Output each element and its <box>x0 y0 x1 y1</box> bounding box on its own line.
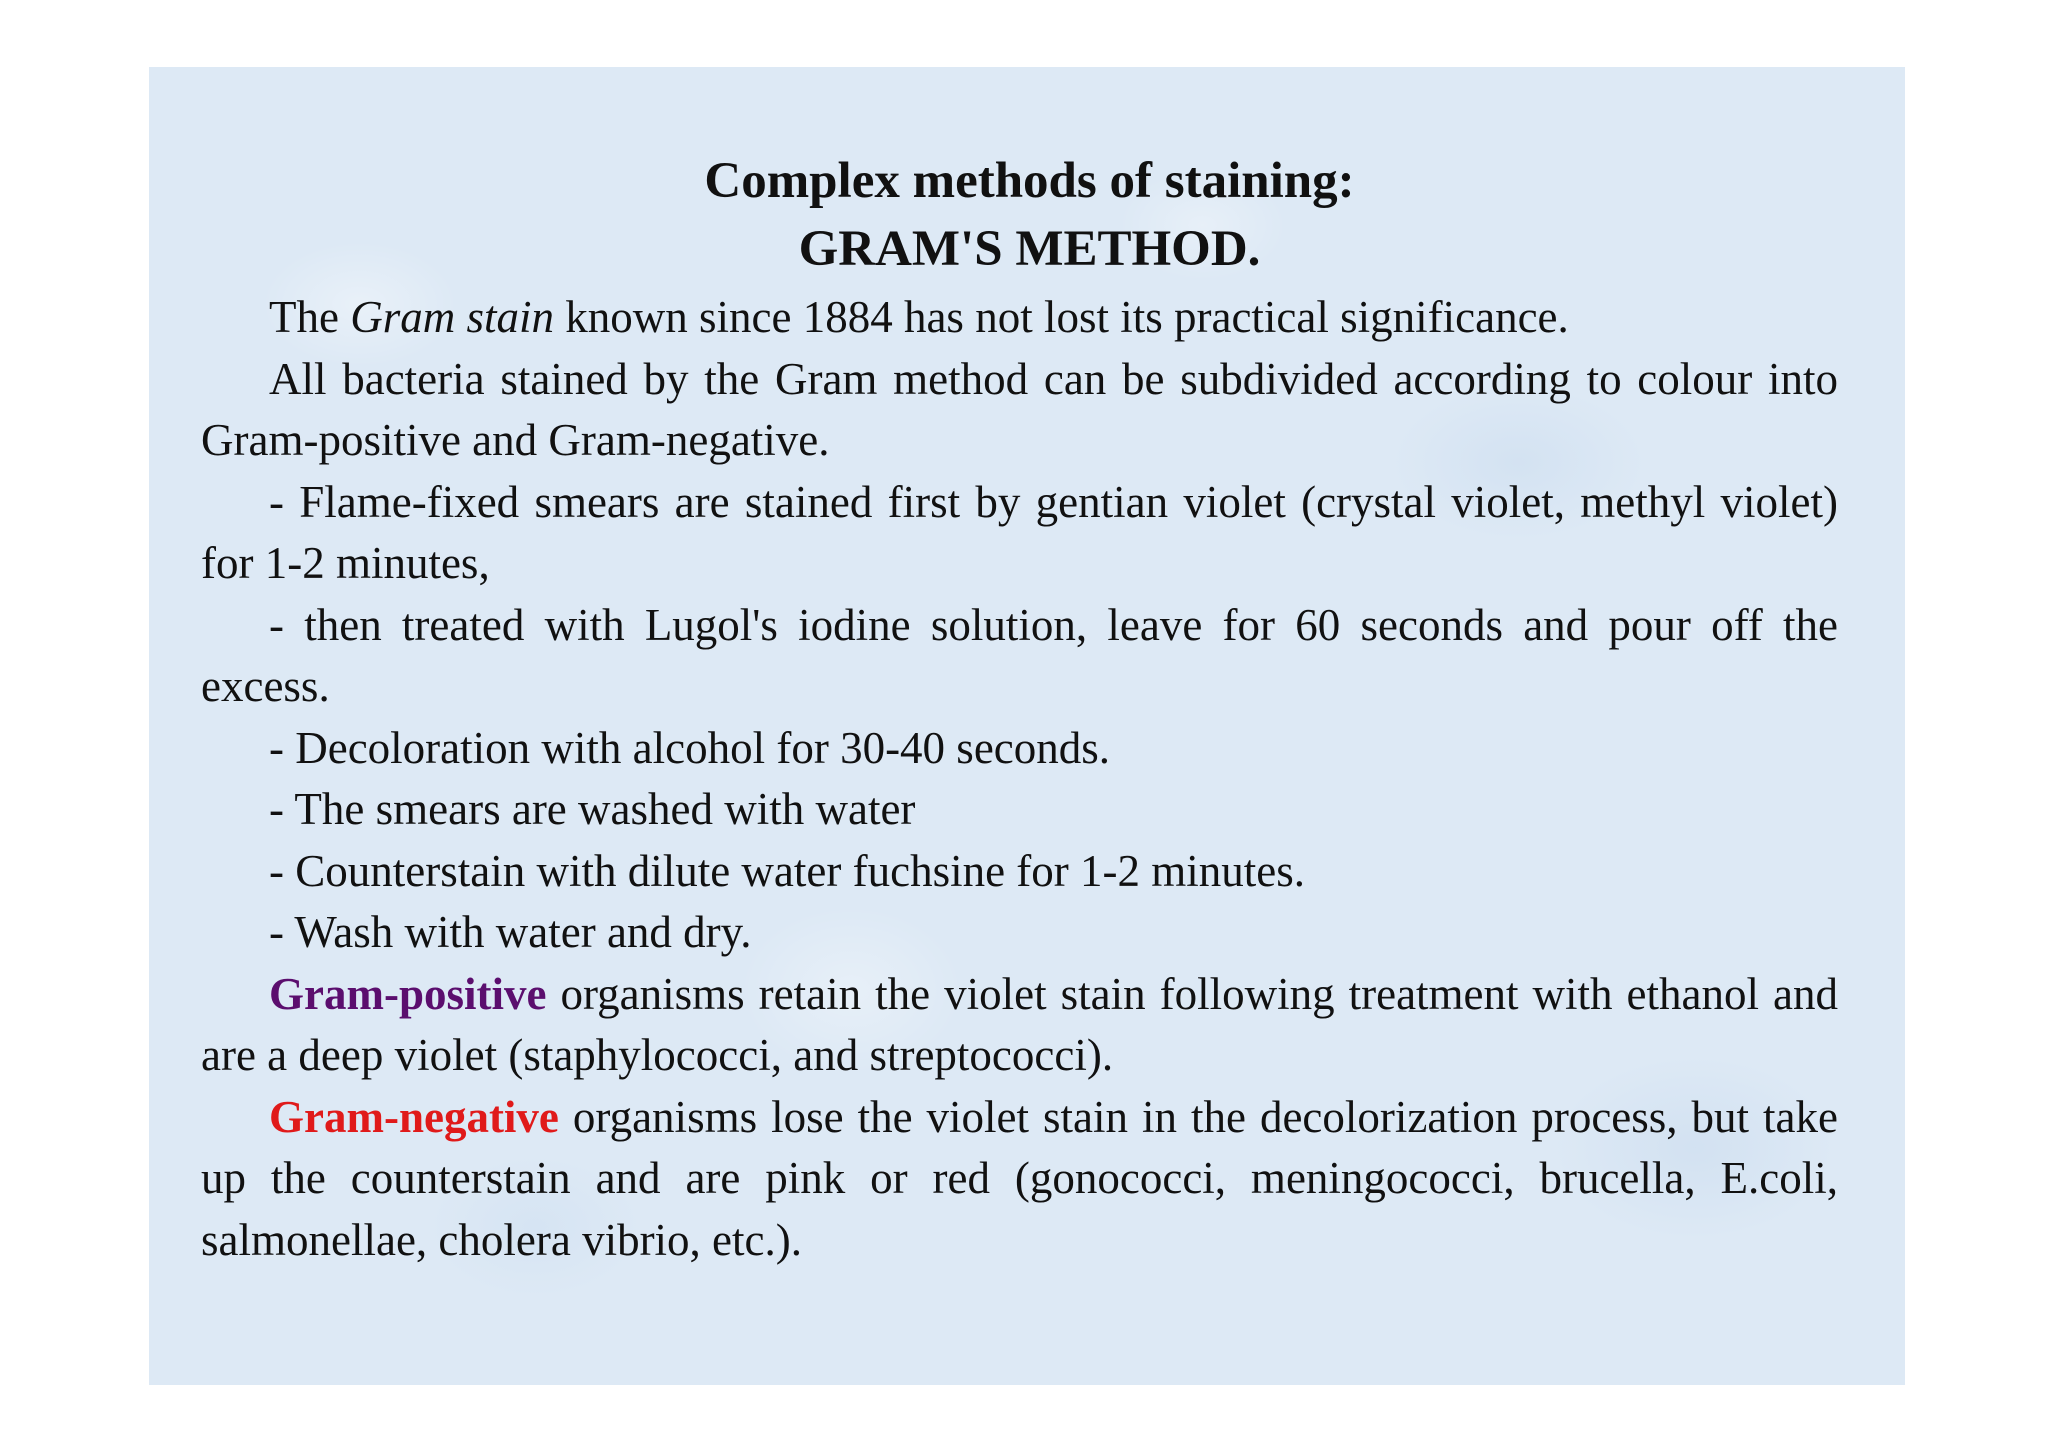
gram-positive-paragraph <box>201 964 1838 1087</box>
step-2: - then treated with Lugol's iodine solution, leave for 60 seconds and pour off the excess. <box>201 599 1838 711</box>
step-6: - Wash with water and dry. <box>269 907 752 957</box>
gram-positive-term: Gram-positive <box>269 968 547 1019</box>
slide-page <box>149 67 1905 1385</box>
slide-content <box>201 147 1838 1271</box>
classification-paragraph: All bacteria stained by the Gram method can be subdivided according to colour into Gram-positive and Gram-negative. <box>201 353 1838 465</box>
gram-negative-paragraph <box>201 1087 1838 1272</box>
gram-positive-text: organisms retain the violet stain following treatment with ethanol and are a deep violet (staphylococci, and streptococci). <box>201 968 1838 1080</box>
step-5: - Counterstain with dilute water fuchsine for 1-2 minutes. <box>269 845 1306 896</box>
intro-italic-term: Gram stain <box>350 292 554 342</box>
step-4: - The smears are washed with water <box>269 784 916 834</box>
slide-subtitle: GRAM'S METHOD. <box>798 221 1261 277</box>
gram-negative-term: Gram-negative <box>269 1091 559 1142</box>
slide-title: Complex methods of staining: <box>704 153 1355 209</box>
step-1: - Flame-fixed smears are stained first by gentian violet (crystal violet, methyl violet) for 1-2 minutes, <box>201 476 1838 588</box>
gram-negative-text: organisms lose the violet stain in the decolorization process, but take up the counterstain and are pink or red (gonococci, meningococci, brucella, E.coli, salmonellae, cholera vibrio, etc.). <box>201 1091 1838 1265</box>
intro-text-end: known since 1884 has not lost its practical significance. <box>554 292 1569 342</box>
intro-text-start: The <box>269 292 351 342</box>
intro-paragraph <box>201 287 1838 349</box>
step-3: - Decoloration with alcohol for 30-40 seconds. <box>269 722 1111 773</box>
